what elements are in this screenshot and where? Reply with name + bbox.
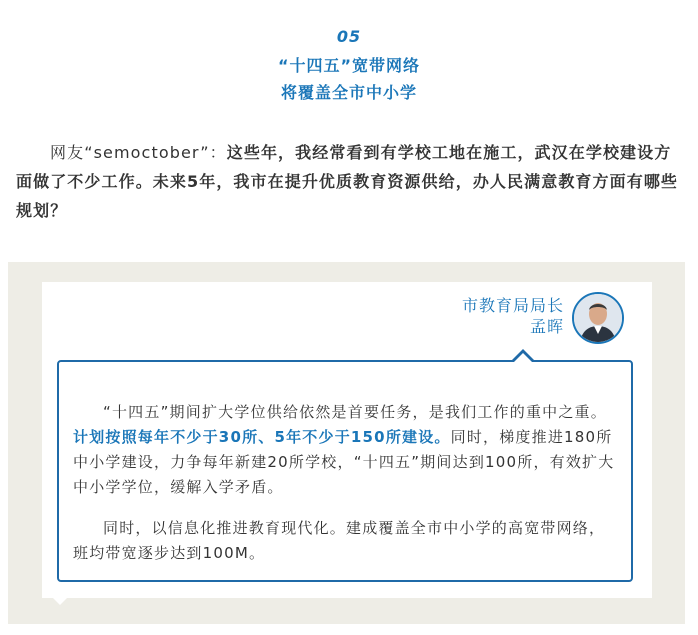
question-text: 这些年，我经常看到有学校工地在施工，武汉在学校建设方面做了不少工作。未来5年，我市在提升优质教育资源供给，办人民满意教育方面有哪些规划？ xyxy=(16,143,679,220)
respondent-title: 市教育局局长 xyxy=(461,296,564,315)
answer-p1-start: “十四五”期间扩大学位供给依然是首要任务，是我们工作的重中之重。 xyxy=(103,403,607,421)
answer-bubble xyxy=(57,360,633,582)
answer-p1-highlight: 计划按照每年不少于30所、5年不少于150所建设。 xyxy=(73,428,451,446)
respondent-block xyxy=(462,295,564,337)
section-title-line1: “十四五”宽带网络 xyxy=(277,56,421,75)
answer-p1-end: 同时，梯度推进180所中小学建设，力争每年新建20所学校，“十四五”期间达到100所，有效扩大中小学学位，缓解入学矛盾。 xyxy=(73,428,615,496)
question-asker: 网友“semoctober”： xyxy=(50,143,227,162)
card-tail xyxy=(51,596,69,605)
section-title-line2: 将覆盖全市中小学 xyxy=(280,83,417,102)
section-number: 05 xyxy=(336,27,362,46)
respondent-avatar xyxy=(572,292,624,344)
person-icon xyxy=(574,294,622,342)
speech-pointer-inner xyxy=(514,353,532,362)
answer-paragraph-2: 同时，以信息化推进教育现代化。建成覆盖全市中小学的高宽带网络，班均带宽逐步达到100M。 xyxy=(73,519,606,562)
question-paragraph xyxy=(16,138,680,225)
answer-paragraph-1 xyxy=(73,400,621,500)
respondent-name: 孟晖 xyxy=(529,317,564,336)
